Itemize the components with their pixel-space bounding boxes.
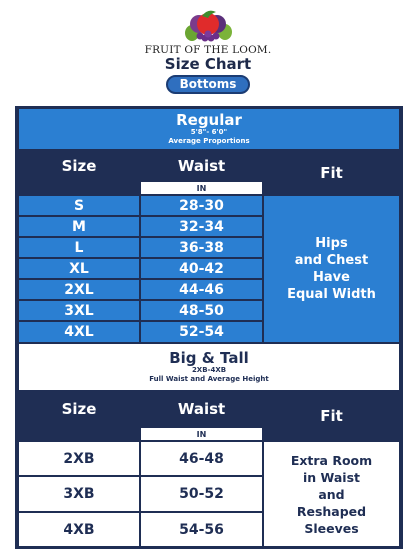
bigtall-range: 2XB-4XB — [191, 365, 227, 374]
bigtall-size-2xb: 2XB — [19, 442, 139, 475]
bigtall-size-4xb: 4XB — [19, 513, 139, 546]
bigtall-waist-3xb: 50-52 — [141, 477, 262, 511]
bigtall-unit-label: IN — [141, 428, 262, 440]
bigtall-fit-line: Sleeves — [304, 520, 359, 536]
regular-unit-label: IN — [141, 182, 262, 194]
regular-waist-4xl: 52-54 — [141, 322, 262, 342]
regular-waist-3xl: 48-50 — [141, 301, 262, 320]
regular-size-s: S — [19, 196, 139, 215]
page-title: Size Chart — [164, 55, 252, 73]
regular-section-header — [19, 109, 399, 149]
regular-fit-description — [264, 196, 399, 342]
category-badge: Bottoms — [166, 75, 251, 94]
bigtall-waist-4xb: 54-56 — [141, 513, 262, 546]
bigtall-fit-header: Fit — [264, 392, 399, 440]
bigtall-size-3xb: 3XB — [19, 477, 139, 511]
regular-size-2xl: 2XL — [19, 280, 139, 299]
bigtall-fit-line: in Waist — [302, 469, 360, 485]
regular-size-4xl: 4XL — [19, 322, 139, 342]
regular-size-xl: XL — [19, 259, 139, 278]
regular-fit-header: Fit — [264, 151, 399, 194]
regular-waist-xl: 40-42 — [141, 259, 262, 278]
bigtall-section-header — [19, 344, 399, 390]
bigtall-fit-line: and — [318, 486, 345, 502]
regular-waist-s: 28-30 — [141, 196, 262, 215]
regular-waist-m: 32-34 — [141, 217, 262, 236]
bigtall-title: Big & Tall — [169, 348, 249, 367]
regular-fit-line: Hips — [315, 236, 348, 251]
bigtall-fit-line: Reshaped — [296, 503, 367, 519]
regular-fit-line: and Chest — [294, 253, 369, 268]
regular-size-header: Size — [19, 151, 139, 180]
bigtall-size-header: Size — [19, 392, 139, 426]
fruit-logo-icon — [178, 6, 238, 46]
regular-subtitle: Average Proportions — [168, 136, 250, 145]
regular-size-m: M — [19, 217, 139, 236]
bigtall-fit-line: Extra Room — [290, 452, 373, 468]
regular-fit-line: Have — [313, 270, 350, 285]
bigtall-fit-description — [264, 442, 399, 546]
regular-waist-2xl: 44-46 — [141, 280, 262, 299]
regular-waist-l: 36-38 — [141, 238, 262, 257]
regular-fit-line: Equal Width — [287, 287, 376, 302]
regular-waist-header: Waist — [141, 151, 262, 180]
bigtall-waist-2xb: 46-48 — [141, 442, 262, 475]
size-chart-table — [15, 106, 403, 549]
regular-title: Regular — [176, 110, 242, 129]
regular-height: 5'8"- 6'0" — [190, 127, 228, 136]
regular-size-l: L — [19, 238, 139, 257]
brand-name: FRUIT OF THE LOOM. — [144, 44, 272, 56]
regular-size-3xl: 3XL — [19, 301, 139, 320]
bigtall-subtitle: Full Waist and Average Height — [149, 374, 269, 383]
bigtall-waist-header: Waist — [141, 392, 262, 426]
brand-header — [0, 6, 416, 94]
